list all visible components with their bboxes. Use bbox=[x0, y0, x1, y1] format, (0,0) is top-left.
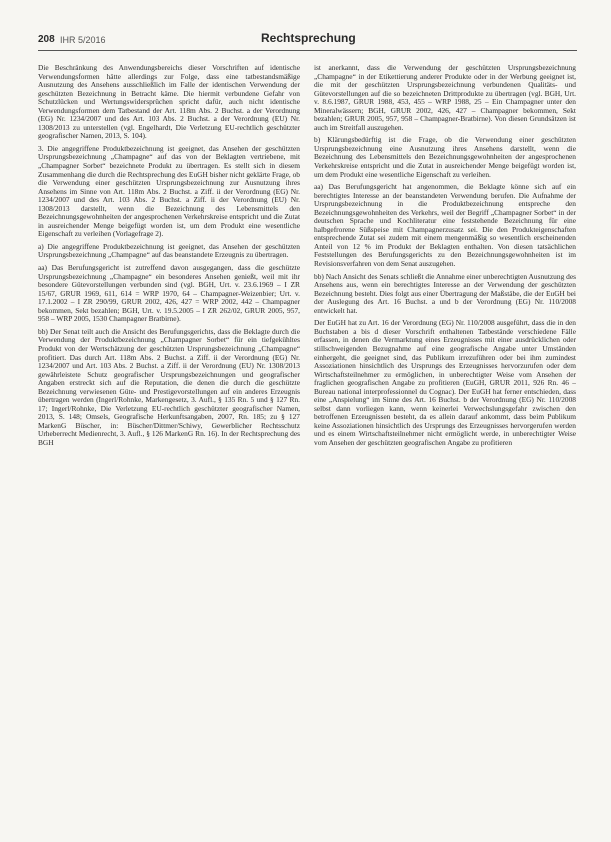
paragraph: Die Beschränkung des Anwendungsbereichs dieser Vorschriften auf identische Verwendungsformen hätte allerdings zur Folge, dass eine tatbestandsmäßige Ausnutzung des Ansehens ausschließlich im Falle der identischen Verwendung der geschützten Bezeichnung in Betracht käme. Die hiermit verbundene Gefahr von Schutzlücken und Wertungswidersprüchen spricht dafür, auch nicht identische Verwendungsformen dem Tatbestand der Art. 118m Abs. 2 Buchst. a der Verordnung (EG) Nr. 1234/2007 und des Art. 103 Abs. 2 Buchst. a der Verordnung (EU) Nr. 1308/2013 zu unterstellen (vgl. Engelhardt, Die Verletzung EU-rechtlich geschützter geografischer Namen, 2013, S. 104). bbox=[38, 64, 300, 141]
right-column bbox=[314, 64, 576, 836]
paragraph: 3. Die angegriffene Produktbezeichnung ist geeignet, das Ansehen der geschützten Ursprungsbezeichnung „Champagne“ auf das von der Beklagten vertriebene, mit „Champagner Sorbet“ bezeichnete Produkt zu übertragen. Es stellt sich in diesem Zusammenhang die durch die Rechtsprechung des EuGH bisher nicht geklärte Frage, ob die Verwendung einer geschützten Ursprungsbezeichnung zur Ausnutzung ihres Ansehens im Sinne von Art. 118m Abs. 2 Buchst. a Ziff. ii der Verordnung (EG) Nr. 1234/2007 und des Art. 103 Abs. 2 Buchst. a Ziff. ii der Verordnung (EU) Nr. 1308/2013 darstellt, wenn die Bezeichnung des Lebensmittels den Bezeichnungsgewohnheiten der angesprochenen Verkehrskreise entspricht und die Zutat in ausreichender Menge beigefügt worden ist, um dem Produkt eine wesentliche Eigenschaft zu verleihen (Vorlagefrage 2). bbox=[38, 143, 300, 239]
paragraph: a) Die angegriffene Produktbezeichnung ist geeignet, das Ansehen der geschützten Ursprungsbezeichnung „Champagne“ auf das beanstandete Erzeugnis zu übertragen. bbox=[38, 241, 300, 260]
page-number: 208 bbox=[38, 34, 55, 45]
paragraph: bb) Der Senat teilt auch die Ansicht des Berufungsgerichts, dass die Beklagte durch die Verwendung der Produktbezeichnung „Champagner Sorbet“ für ein tiefgekühltes Produkt von der Wertschätzung der geschützten Ursprungsbezeichnung „Champagne“ profitiert. Das durch Art. 118m Abs. 2 Buchst. a Ziff. ii der Verordnung (EG) Nr. 1234/2007 und Art. 103 Abs. 2 Buchst. a Ziff. ii der Verordnung (EU) Nr. 1308/2013 gewährleistete Schutz geografischer Ursprungsbezeichnungen und geografischer Angaben erstreckt sich auf die Reputation, die denen die durch die geschützte Bezeichnung verwiesenen Güte- und Prestigevorstellungen auf ein anderes Erzeugnis übertragen werden (Ingerl/Rohnke, Markengesetz, 3. Aufl., § 135 Rn. 5 und § 127 Rn. 17; Ingerl/Rohnke, Die Verletzung EU-rechtlich geschützter geografischer Namen, 2013, S. 148; Omsels, Geografische Herkunftsangaben, 2007, Rn. 185; zu § 127 MarkenG Büscher, in: Büscher/Dittmer/Schiwy, Gewerblicher Rechtsschutz Urheberrecht Medienrecht, 3. Aufl., § 126 MarkenG Rn. 16). In der Rechtsprechung des BGH bbox=[38, 326, 300, 447]
page-header bbox=[38, 30, 577, 51]
paragraph: ist anerkannt, dass die Verwendung der geschützten Ursprungsbezeichnung „Champagne“ in der Etikettierung anderer Produkte oder in der Werbung geeignet ist, die mit der geschützten Ursprungsbezeichnung verbundenen Qualitäts- und Gütevorstellungen auf die so bezeichneten Drittprodukte zu übertragen (vgl. BGH, Urt. v. 8.6.1987, GRUR 1988, 453, 455 – WRP 1988, 25 – Ein Champagner unter den Mineralwässern; BGH, GRUR 2002, 426, 427 – Champagner bekommen, Sekt bezahlen; GRUR 2005, 957, 958 – Champagner-Bratbirne). Von diesen Grundsätzen ist auch im Streitfall auszugehen. bbox=[314, 64, 576, 132]
paragraph: Der EuGH hat zu Art. 16 der Verordnung (EG) Nr. 110/2008 ausgeführt, dass die in den Buchstaben a bis d dieser Vorschrift enthaltenen Tatbestände verschiedene Fälle erfassen, in denen die Vermarktung eines Erzeugnisses mit einer ausdrücklichen oder stillschweigenden Bezugnahme auf eine geografische Angabe unter Umständen einhergeht, die geeignet sind, das Publikum irrezuführen oder bei ihm zumindest Assoziationen hinsichtlich des Ursprungs des Erzeugnisses hervorzurufen oder dem Wirtschaftsteilnehmer zu ermöglichen, in unberechtigter Weise vom Ansehen der fraglichen geografischen Angabe zu profitieren (EuGH, GRUR 2011, 926 Rn. 46 – Bureau national interprofessionnel du Cognac). Der EuGH hat ferner entschieden, dass eine „Anspielung“ im Sinne des Art. 16 Buchst. b der Verordnung (EG) Nr. 110/2008 selbst dann vorliegen kann, wenn keinerlei Verwechslungsgefahr zwischen den betroffenen Erzeugnissen besteht, da es allein darauf ankommt, dass beim Publikum keine Assoziationen hinsichtlich des Ursprungs des Erzeugnisses hervorgerufen werden und es einem Wirtschaftsteilnehmer nicht ermöglicht werde, in unberechtigter Weise vom Ansehen der geschützten geografischen Angabe zu profitieren bbox=[314, 318, 576, 447]
left-column bbox=[38, 64, 300, 836]
paragraph: bb) Nach Ansicht des Senats schließt die Annahme einer unberechtigten Ausnutzung des Ansehens aus, wenn ein berechtigtes Interesse an der Verwendung der geschützten Bezeichnung besteht. Dies folgt aus einer Übertragung der Maßstäbe, die der EuGH bei der Auslegung des Art. 16 Buchst. a und b der Verordnung (EG) Nr. 110/2008 entwickelt hat. bbox=[314, 271, 576, 315]
journal-reference: IHR 5/2016 bbox=[60, 35, 106, 45]
paragraph: aa) Das Berufungsgericht ist zutreffend davon ausgegangen, dass die geschützte Ursprungsbezeichnung „Champagne“ ein besonderes Ansehen genießt, weil mit ihr besondere Gütevorstellungen verbunden sind (vgl. BGH, Urt. v. 23.6.1969 – I ZR 15/67, GRUR 1969, 611, 614 = WRP 1970, 64 – Champagner-Weizenbier; Urt. v. 17.1.2002 – I ZR 290/99, GRUR 2002, 426, 427 = WRP 2002, 442 – Champagner bekommen, Sekt bezahlen; BGH, Urt. v. 19.5.2005 – I ZR 262/02, GRUR 2005, 957, 958 – WRP 2005, 1530 Champagner Bratbirne). bbox=[38, 263, 300, 324]
paragraph: aa) Das Berufungsgericht hat angenommen, die Beklagte könne sich auf ein berechtigtes Interesse an der beanstandeten Verwendung berufen. Die Aufnahme der Ursprungsbezeichnung in die Produktbezeichnung entspreche den Bezeichnungsgewohnheiten des Verkehrs, weil der Begriff „Champagner Sorbet“ in der deutschen Sprache und Kochliteratur eine feststehende Bezeichnung für eine halbgefrorene Süßspeise mit Champagnerzusatz sei. Die den Produkteigenschaften entsprechende Zutat sei zudem mit einem mengenmäßig so wesentlich erscheinenden Anteil von 12 % im Produkt der Beklagten enthalten. Von diesen tatsächlichen Feststellungen des Berufungsgerichts zu den Bezeichnungsgewohnheiten ist im Revisionsverfahren von dem Senat auszugehen. bbox=[314, 182, 576, 269]
paragraph: b) Klärungsbedürftig ist die Frage, ob die Verwendung einer geschützten Ursprungsbezeichnung eine Ausnutzung ihres Ansehens darstellt, wenn die Bezeichnung des Lebensmittels den Bezeichnungsgewohnheiten der angesprochenen Verkehrskreise entspricht und die Zutat in ausreichender Menge beigefügt worden ist, um dem Produkt eine wesentliche Eigenschaft zu verleihen. bbox=[314, 135, 576, 179]
section-title: Rechtsprechung bbox=[261, 31, 356, 45]
